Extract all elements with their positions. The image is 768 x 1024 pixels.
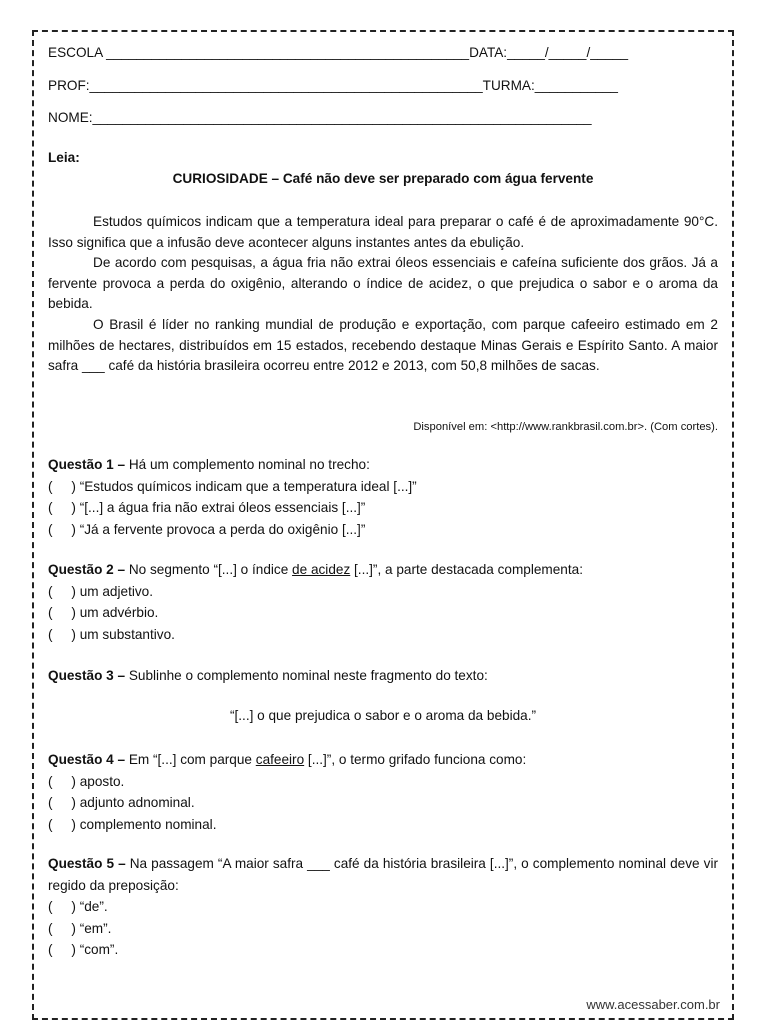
quote-fragment[interactable]: “[...] o que prejudica o sabor e o aroma da bebida.” [229, 708, 537, 723]
paragraph: Estudos químicos indicam que a temperatura ideal para preparar o café é de aproximadamente 90°C. Isso significa que a infusão deve acontecer alguns instantes antes da ebulição. [48, 214, 718, 250]
question-label: Questão 4 – [48, 752, 126, 767]
paragraph: O Brasil é líder no ranking mundial de produção e exportação, com parque cafeeiro estimado em 2 milhões de hectares, distribuídos em 15 estados, recebendo destaque Minas Gerais e Espírito Santo. A maior safra ___ café da história brasileira ocorreu entre 2012 e 2013, com 50,8 milhões de sacas. [48, 316, 718, 374]
read-instruction: Leia: [48, 150, 80, 165]
option-3[interactable]: ( ) um substantivo. [48, 626, 175, 642]
header-escola-line: ESCOLA ________________________________________________DATA:_____/_____/_____ [48, 45, 629, 60]
option-1[interactable]: ( ) aposto. [48, 773, 125, 789]
question-label: Questão 1 – [48, 457, 126, 472]
option-2[interactable]: ( ) “em”. [48, 920, 112, 936]
question-text: Há um complemento nominal no trecho: [125, 457, 370, 472]
reading-text [48, 212, 718, 377]
option-3[interactable]: ( ) complemento nominal. [48, 816, 217, 832]
option-2[interactable]: ( ) um advérbio. [48, 605, 159, 620]
question-text: [...]”, a parte destacada complementa: [350, 562, 583, 577]
question-label: Questão 5 – [48, 856, 126, 871]
question-text: Sublinhe o complemento nominal neste fragmento do texto: [125, 668, 488, 683]
question-text: Na passagem “A maior safra ___ café da história brasileira [...]”, o complemento nominal deve vir regido da preposição: [48, 856, 719, 893]
header-nome-line: NOME:__________________________________________________________________ [48, 110, 592, 125]
question-label: Questão 2 – [48, 562, 126, 577]
option-1[interactable]: ( ) “Estudos químicos indicam que a temperatura ideal [...]” [48, 478, 417, 494]
header-prof-line: PROF:____________________________________________________TURMA:___________ [48, 78, 618, 93]
option-2[interactable]: ( ) “[...] a água fria não extrai óleos essenciais [...]” [48, 500, 366, 515]
text-title: CURIOSIDADE – Café não deve ser preparado com água fervente [172, 171, 594, 186]
option-3[interactable]: ( ) “com”. [48, 942, 119, 957]
question-text: [...]”, o termo grifado funciona como: [304, 752, 527, 767]
question-2 [48, 559, 718, 645]
question-5 [48, 853, 718, 961]
worksheet-border [32, 30, 734, 1020]
footer-website: www.acessaber.com.br [586, 997, 720, 1012]
question-3 [48, 665, 718, 687]
highlighted-term: cafeeiro [255, 752, 305, 767]
option-2[interactable]: ( ) adjunto adnominal. [48, 795, 195, 810]
highlighted-term: de acidez [292, 562, 351, 577]
option-1[interactable]: ( ) um adjetivo. [48, 583, 154, 599]
question-1 [48, 454, 718, 540]
paragraph: De acordo com pesquisas, a água fria não extrai óleos essenciais e cafeína suficiente dos grãos. Já a fervente provoca a perda do oxigênio, alterando o índice de acidez, o que prejudica o sabor e o aroma da bebida. [48, 255, 718, 312]
question-text: Em “[...] com parque [125, 752, 256, 767]
question-label: Questão 3 – [48, 668, 126, 683]
question-text: No segmento “[...] o índice [125, 562, 293, 577]
source-citation: Disponível em: <http://www.rankbrasil.com.br>. (Com cortes). [413, 421, 718, 433]
question-4 [48, 749, 718, 835]
option-3[interactable]: ( ) “Já a fervente provoca a perda do oxigênio [...]” [48, 521, 366, 537]
option-1[interactable]: ( ) “de”. [48, 899, 108, 914]
